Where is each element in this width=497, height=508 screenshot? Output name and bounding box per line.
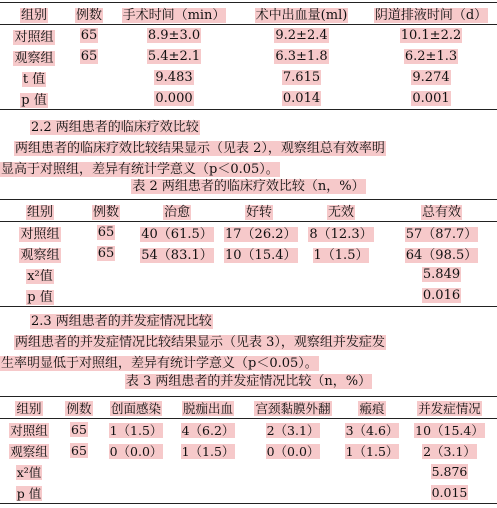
- table-cell: 5.849: [422, 267, 461, 282]
- p-value-row: [0, 88, 497, 110]
- header-cell: 脱痂出血: [172, 397, 244, 419]
- table-cell: 5.876: [431, 464, 468, 479]
- table-row: [0, 243, 497, 264]
- section-heading: 2.2 两组患者的临床疗效比较: [31, 120, 199, 135]
- header-cell: 宫颈黏膜外翻: [244, 397, 342, 419]
- paragraph-line: 两组患者的临床疗效比较结果显示（见表 2），观察组总有效率明: [15, 141, 385, 156]
- header-cell: 组别: [0, 397, 58, 419]
- table-cell: 对照组: [14, 30, 54, 45]
- table-cell: 7.615: [282, 70, 321, 85]
- table-cell: 观察组: [20, 248, 60, 263]
- header-cell: 组别: [0, 200, 80, 222]
- table-cell: 1（1.5）: [313, 248, 369, 263]
- p-value-row: [0, 285, 497, 307]
- header-cell: 手术时间（min）: [110, 3, 238, 25]
- table-cell: 2（3.1）: [423, 443, 476, 459]
- table-3: [0, 396, 497, 504]
- chi-square-label: x²值: [27, 269, 53, 284]
- header-cell: 创面感染: [100, 397, 172, 419]
- table-3-caption: 表 3 两组患者的并发症情况比较（n，%）: [125, 374, 372, 389]
- table-cell: 65: [71, 443, 87, 458]
- header-cell: 组别: [0, 3, 68, 25]
- table-cell: 0（0.0）: [266, 443, 320, 459]
- header-cell: 好转: [222, 200, 296, 222]
- header-cell: 阴道排液时间（d）: [365, 3, 497, 25]
- table-2: [0, 199, 497, 307]
- table-cell: 65: [80, 28, 98, 43]
- t-value-label: t 值: [22, 72, 46, 87]
- table-cell: 8.9±3.0: [147, 28, 201, 43]
- p-value-row: [0, 482, 497, 504]
- header-cell: 总有效: [386, 200, 497, 222]
- table-cell: 1（1.5）: [109, 422, 163, 438]
- header-cell: 例数: [80, 200, 132, 222]
- table-cell: 65: [97, 225, 115, 240]
- table-cell: 3（4.6）: [345, 422, 399, 438]
- table-row: [0, 222, 497, 244]
- table-cell: 9.2±2.4: [275, 28, 328, 43]
- table-row: [0, 25, 497, 47]
- section-2-3: [0, 311, 497, 374]
- chi-square-row: [0, 264, 497, 285]
- table-header-row: [0, 200, 497, 222]
- table-cell: 0（0.0）: [109, 443, 163, 459]
- table-cell: 6.2±1.3: [404, 49, 458, 64]
- table-cell: 57（87.7）: [405, 227, 478, 242]
- section-2-2: [0, 117, 497, 180]
- chi-square-label: x²值: [16, 464, 42, 480]
- table-cell: 1（1.5）: [345, 443, 399, 459]
- table-cell: 10（15.4）: [225, 248, 297, 263]
- chi-square-row: [0, 461, 497, 482]
- table-cell: 观察组: [10, 443, 48, 459]
- table-cell: 1（1.5）: [181, 443, 235, 459]
- table-cell: 5.4±2.1: [147, 49, 201, 64]
- table-cell: 17（26.2）: [225, 227, 297, 242]
- header-cell: 无效: [296, 200, 386, 222]
- table-cell: 0.016: [422, 288, 461, 303]
- table-cell: 9.483: [155, 70, 193, 85]
- p-value-label: p 值: [21, 93, 47, 108]
- table-cell: 6.3±1.8: [275, 49, 328, 64]
- table-cell: 10（15.4）: [415, 422, 484, 438]
- table-cell: 0.015: [431, 485, 468, 500]
- header-cell: 治愈: [132, 200, 222, 222]
- table-header-row: [0, 397, 497, 419]
- table-2-caption: 表 2 两组患者的临床疗效比较（n，%）: [132, 179, 365, 194]
- paragraph-line: 生率明显低于对照组，差异有统计学意义（p＜0.05）。: [1, 356, 318, 371]
- header-cell: 瘢痕: [342, 397, 402, 419]
- table-cell: 0.001: [412, 91, 450, 106]
- table-row: [0, 419, 497, 441]
- table-cell: 0.014: [282, 91, 321, 106]
- table-cell: 9.274: [412, 70, 450, 85]
- table-cell: 10.1±2.2: [400, 28, 462, 43]
- table-cell: 65: [97, 246, 115, 261]
- table-cell: 40（61.5）: [141, 227, 213, 242]
- t-value-row: [0, 67, 497, 88]
- paragraph-line: 两组患者的并发症情况比较结果显示（见表 3），观察组并发症发: [15, 335, 385, 350]
- table-cell: 观察组: [14, 51, 54, 66]
- table-header-row: [0, 3, 497, 25]
- table-cell: 65: [80, 49, 98, 64]
- table-cell: 65: [71, 422, 87, 437]
- table-cell: 0.000: [155, 91, 193, 106]
- table-cell: 54（83.1）: [141, 248, 213, 263]
- p-value-label: p 值: [16, 485, 42, 501]
- section-heading: 2.3 两组患者的并发症情况比较: [31, 314, 212, 329]
- table-cell: 2（3.1）: [266, 422, 320, 438]
- header-cell: 术中出血量(ml): [238, 3, 365, 25]
- table-cell: 64（98.5）: [405, 248, 478, 263]
- table-1: [0, 2, 497, 110]
- table-cell: 对照组: [10, 422, 48, 438]
- table-row: [0, 46, 497, 67]
- table-cell: 4（6.2）: [181, 422, 235, 438]
- header-cell: 并发症情况: [402, 397, 497, 419]
- header-cell: 例数: [58, 397, 100, 419]
- table-row: [0, 440, 497, 461]
- table-cell: 对照组: [20, 227, 60, 242]
- table-cell: 8（12.3）: [309, 227, 373, 242]
- p-value-label: p 值: [27, 290, 53, 305]
- header-cell: 例数: [68, 3, 110, 25]
- paragraph-line: 显高于对照组，差异有统计学意义（p＜0.05）。: [1, 162, 279, 177]
